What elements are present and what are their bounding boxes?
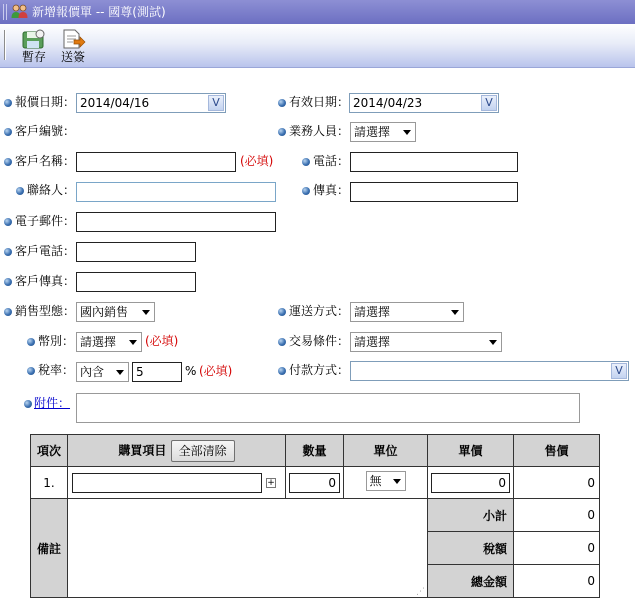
- send-document-icon: [60, 28, 86, 50]
- bullet-icon: [4, 308, 12, 316]
- customer-fax-label: 客戶傳真：: [15, 274, 76, 288]
- send-for-signing-button[interactable]: [56, 28, 90, 66]
- tax-rate-input[interactable]: 5: [132, 362, 182, 382]
- window-title: 新增報價單 -- 國尊(測試): [32, 5, 166, 19]
- bullet-icon: [4, 158, 12, 166]
- currency-value: 請選擇: [80, 335, 117, 349]
- customer-phone-label: 客戶電話：: [15, 244, 76, 258]
- customer-fax-input[interactable]: [76, 272, 196, 292]
- sales-type-label: 銷售型態：: [15, 304, 76, 318]
- customer-name-label: 客戶名稱：: [15, 154, 76, 168]
- customer-name-required: (必填): [240, 154, 274, 168]
- chevron-down-icon: [451, 310, 459, 315]
- shipping-label: 運送方式：: [289, 304, 350, 318]
- tax-mode-value: 內含: [80, 365, 105, 379]
- chevron-down-icon: [403, 130, 411, 135]
- header-unit-price: 單價: [428, 435, 514, 467]
- tax-amount-label: 稅額: [428, 532, 514, 565]
- phone-input[interactable]: [350, 152, 518, 172]
- email-input[interactable]: [76, 212, 276, 232]
- bullet-icon: [24, 400, 32, 408]
- save-draft-button[interactable]: [17, 28, 51, 66]
- row-item-cell: [68, 467, 286, 499]
- total-value: 0: [514, 565, 600, 598]
- quote-date-label: 報價日期：: [15, 95, 76, 109]
- bullet-icon: [4, 99, 12, 107]
- tax-mode-select[interactable]: [76, 362, 129, 382]
- users-icon: [11, 4, 28, 19]
- salesperson-select[interactable]: [350, 122, 416, 142]
- notes-textarea[interactable]: [68, 499, 428, 598]
- bullet-icon: [302, 158, 310, 166]
- phone-label: 電話：: [313, 154, 350, 168]
- bullet-icon: [278, 338, 286, 346]
- attachment-field[interactable]: [76, 393, 580, 423]
- notes-label: 備註: [31, 499, 68, 598]
- qty-input[interactable]: 0: [289, 473, 340, 493]
- drag-grip[interactable]: [3, 4, 7, 20]
- items-table: [30, 434, 600, 598]
- email-label: 電子郵件：: [15, 214, 76, 228]
- subtotal-value: 0: [514, 499, 600, 532]
- toolbar: [0, 24, 635, 68]
- bullet-icon: [302, 187, 310, 195]
- shipping-value: 請選擇: [354, 305, 391, 319]
- contact-label: 聯絡人：: [27, 183, 76, 197]
- salesperson-label: 業務人員：: [289, 124, 350, 138]
- row-price: 0: [514, 467, 600, 499]
- bullet-icon: [16, 187, 24, 195]
- header-item: [68, 435, 286, 467]
- save-draft-label: 暫存: [21, 50, 46, 64]
- table-row: [31, 467, 600, 499]
- payment-field[interactable]: [350, 361, 629, 381]
- tax-rate-label: 稅率：: [38, 363, 75, 377]
- valid-date-picker-button[interactable]: V: [481, 95, 497, 111]
- sales-type-select[interactable]: [76, 302, 155, 322]
- bullet-icon: [278, 308, 286, 316]
- unit-value: 無: [369, 474, 382, 488]
- trade-terms-value: 請選擇: [354, 335, 391, 349]
- header-item-label: 購買項目: [118, 443, 167, 457]
- toolbar-separator: [4, 30, 6, 60]
- header-price: 售價: [514, 435, 600, 467]
- bullet-icon: [4, 248, 12, 256]
- resize-grip-icon[interactable]: ⋰: [416, 587, 425, 597]
- customer-phone-input[interactable]: [76, 242, 196, 262]
- total-label: 總金額: [428, 565, 514, 598]
- row-qty-cell: [286, 467, 344, 499]
- customer-no-label: 客戶編號：: [15, 124, 76, 138]
- row-unit-cell: [344, 467, 428, 499]
- header-index: 項次: [31, 435, 68, 467]
- chevron-down-icon: [489, 340, 497, 345]
- currency-required: (必填): [145, 334, 179, 348]
- shipping-select[interactable]: [350, 302, 464, 322]
- header-qty: 數量: [286, 435, 344, 467]
- send-for-signing-label: 送簽: [60, 50, 85, 64]
- bullet-icon: [4, 128, 12, 136]
- window-titlebar: [0, 0, 635, 24]
- clear-all-button[interactable]: 全部清除: [171, 440, 235, 462]
- bullet-icon: [27, 367, 35, 375]
- attachment-link[interactable]: 附件：: [34, 396, 71, 410]
- bullet-icon: [278, 99, 286, 107]
- currency-select[interactable]: [76, 332, 142, 352]
- trade-terms-select[interactable]: [350, 332, 502, 352]
- chevron-down-icon: [129, 340, 137, 345]
- item-input[interactable]: [72, 473, 262, 493]
- bullet-icon: [278, 128, 286, 136]
- row-unit-price-cell: [428, 467, 514, 499]
- fax-label: 傳真：: [313, 183, 350, 197]
- header-unit: 單位: [344, 435, 428, 467]
- subtotal-label: 小計: [428, 499, 514, 532]
- unit-select[interactable]: [366, 471, 406, 491]
- expand-icon[interactable]: +: [267, 477, 275, 488]
- currency-label: 幣別：: [38, 334, 75, 348]
- tax-amount-value: 0: [514, 532, 600, 565]
- valid-date-value: 2014/04/23: [353, 96, 423, 110]
- unit-price-input[interactable]: 0: [431, 473, 510, 493]
- bullet-icon: [4, 218, 12, 226]
- quote-date-field[interactable]: [76, 93, 226, 113]
- payment-dropdown-button[interactable]: V: [611, 363, 627, 379]
- customer-name-input[interactable]: [76, 152, 236, 172]
- salesperson-value: 請選擇: [354, 125, 391, 139]
- fax-input[interactable]: [350, 182, 518, 202]
- tax-rate-required: (必填): [199, 364, 233, 378]
- valid-date-field[interactable]: [349, 93, 499, 113]
- bullet-icon: [27, 338, 35, 346]
- chevron-down-icon: [393, 479, 401, 484]
- tax-rate-unit: %: [185, 364, 197, 378]
- bullet-icon: [278, 367, 286, 375]
- sales-type-value: 國內銷售: [80, 305, 129, 319]
- payment-label: 付款方式：: [289, 363, 350, 377]
- chevron-down-icon: [116, 370, 124, 375]
- row-index: 1.: [31, 467, 68, 499]
- quote-date-picker-button[interactable]: V: [208, 95, 224, 111]
- bullet-icon: [4, 278, 12, 286]
- valid-date-label: 有效日期：: [289, 95, 350, 109]
- quote-date-value: 2014/04/16: [80, 96, 150, 110]
- save-draft-icon: [21, 28, 47, 50]
- trade-terms-label: 交易條件：: [289, 334, 350, 348]
- chevron-down-icon: [142, 310, 150, 315]
- contact-input[interactable]: [76, 182, 276, 202]
